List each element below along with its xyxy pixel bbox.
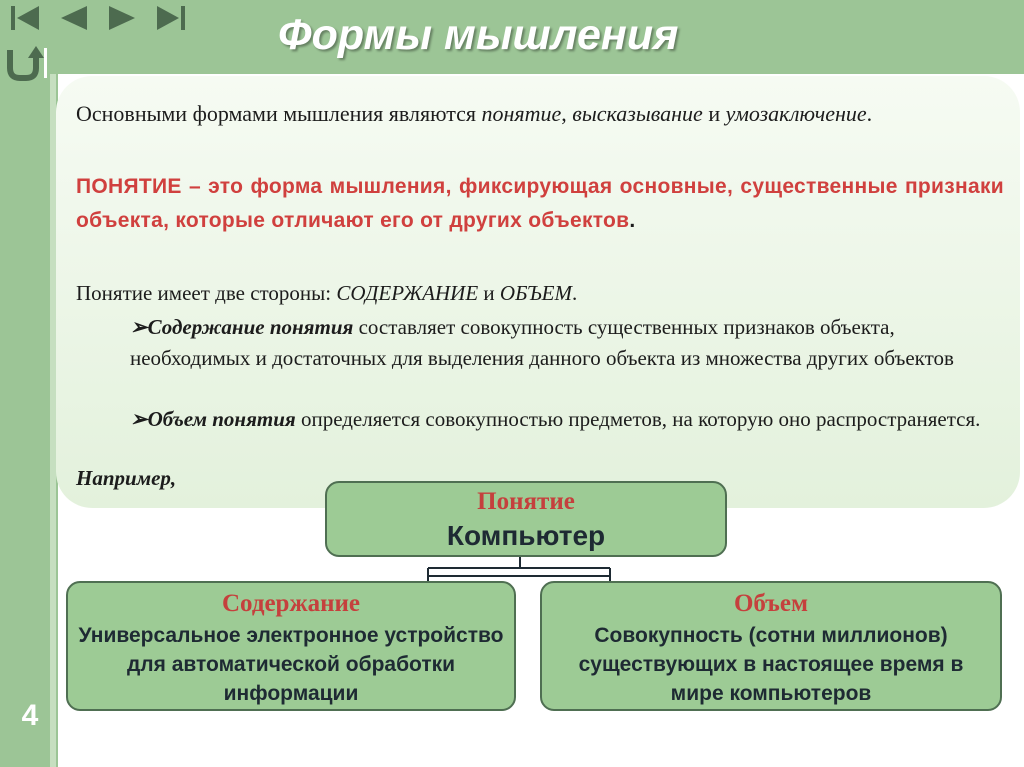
volume-box xyxy=(540,581,1002,711)
term-inference: умозаключение xyxy=(725,101,867,126)
definition-text: ПОНЯТИЕ – это форма мышления, фиксирующая основные, существенные признаки объекта, которые отличают его от других объектов xyxy=(76,175,1004,232)
arrow-bullet-icon: ➢ xyxy=(130,315,148,339)
term-content: СОДЕРЖАНИЕ xyxy=(336,281,479,305)
definition-end: . xyxy=(629,209,636,232)
volume-label: Объем xyxy=(733,590,809,617)
term-volume: ОБЪЕМ xyxy=(499,281,572,305)
concept-value: Компьютер xyxy=(446,520,606,551)
bullet-term: Объем понятия xyxy=(147,407,296,431)
term-concept: понятие xyxy=(481,101,562,126)
bullet-text: определяется совокупностью предметов, на которую оно распространяется. xyxy=(295,407,981,431)
content-box xyxy=(66,581,516,711)
example-label: Например, xyxy=(76,466,177,490)
sides-end: . xyxy=(572,281,578,305)
intro-separator: и xyxy=(702,101,726,126)
concept-box xyxy=(325,481,727,557)
bullet-text: составляет совокупность существенных признаков объекта, необходимых и достаточных для выделения данного объекта из множества других объектов xyxy=(130,315,954,370)
concept-label: Понятие xyxy=(477,488,575,515)
intro-end: . xyxy=(866,101,873,126)
slide-number: 4 xyxy=(21,699,39,732)
term-statement: высказывание xyxy=(572,101,703,126)
sides-separator: и xyxy=(478,281,500,305)
volume-text: Совокупность (сотни миллионов) существующих в настоящее время в мире компьютеров xyxy=(578,624,964,705)
content-label: Содержание xyxy=(221,590,360,617)
content-text: Универсальное электронное устройство для автоматической обработки информации xyxy=(78,624,504,705)
intro-text: Основными формами мышления являются xyxy=(76,101,482,126)
bullet-term: Содержание понятия xyxy=(147,315,354,339)
page-title: Формы мышления xyxy=(278,11,679,59)
arrow-bullet-icon: ➢ xyxy=(130,407,148,431)
intro-separator: , xyxy=(561,101,573,126)
sides-text: Понятие имеет две стороны: xyxy=(76,281,337,305)
